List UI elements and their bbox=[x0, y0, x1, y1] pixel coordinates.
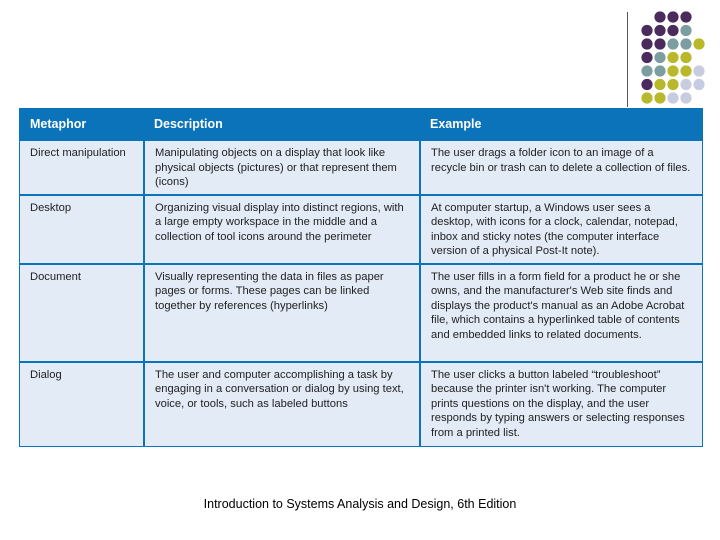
decorative-dot bbox=[667, 65, 678, 76]
decorative-dot bbox=[667, 11, 678, 22]
decorative-dot bbox=[680, 65, 691, 76]
metaphor-table-frame bbox=[19, 108, 703, 447]
decorative-dot bbox=[680, 92, 691, 103]
decorative-dot bbox=[680, 11, 691, 22]
table-row bbox=[20, 362, 702, 446]
header-example: Example bbox=[420, 109, 702, 140]
header-metaphor: Metaphor bbox=[20, 109, 144, 140]
decorative-dot bbox=[667, 79, 678, 90]
decorative-dot bbox=[693, 38, 704, 49]
description-cell: Manipulating objects on a display that look like physical objects (pictures) or that represent them (icons) bbox=[144, 140, 420, 195]
decorative-dot bbox=[680, 38, 691, 49]
decorative-dot bbox=[654, 65, 665, 76]
example-cell: The user drags a folder icon to an image of a recycle bin or trash can to delete a collection of files. bbox=[420, 140, 702, 195]
decorative-dot bbox=[693, 65, 704, 76]
example-cell: The user clicks a button labeled “troubleshoot” because the printer isn't working. The computer prints questions on the display, and the user responds by typing answers or selecting responses from a printed list. bbox=[420, 362, 702, 446]
metaphor-cell: Direct manipulation bbox=[20, 140, 144, 195]
metaphor-cell: Document bbox=[20, 264, 144, 362]
table-row bbox=[20, 140, 702, 195]
decorative-dot bbox=[667, 38, 678, 49]
decorative-dot bbox=[641, 79, 652, 90]
example-cell: At computer startup, a Windows user sees a desktop, with icons for a clock, calendar, notepad, inbox and sticky notes (the computer interface version of a physical Post-It note). bbox=[420, 195, 702, 264]
decorative-dot-grid bbox=[640, 10, 720, 110]
decorative-dot bbox=[654, 11, 665, 22]
header-description: Description bbox=[144, 109, 420, 140]
table-row bbox=[20, 264, 702, 362]
table-header-row bbox=[20, 109, 702, 140]
decorative-dot bbox=[654, 25, 665, 36]
decorative-dot bbox=[654, 38, 665, 49]
decorative-dot bbox=[654, 92, 665, 103]
decorative-dot bbox=[667, 25, 678, 36]
description-cell: The user and computer accomplishing a task by engaging in a conversation or dialog by using text, voice, or tools, such as labeled buttons bbox=[144, 362, 420, 446]
decorative-dot bbox=[654, 79, 665, 90]
description-cell: Organizing visual display into distinct regions, with a large empty workspace in the middle and a collection of tool icons around the perimeter bbox=[144, 195, 420, 264]
decorative-dot bbox=[641, 52, 652, 63]
decorative-dot bbox=[641, 92, 652, 103]
decorative-dot bbox=[693, 79, 704, 90]
decorative-divider-line bbox=[627, 12, 628, 107]
description-cell: Visually representing the data in files as paper pages or forms. These pages can be linked together by references (hyperlinks) bbox=[144, 264, 420, 362]
metaphor-cell: Dialog bbox=[20, 362, 144, 446]
decorative-dot bbox=[667, 92, 678, 103]
interface-metaphor-table bbox=[20, 109, 702, 446]
decorative-dot bbox=[654, 52, 665, 63]
decorative-dot bbox=[680, 79, 691, 90]
table-row bbox=[20, 195, 702, 264]
decorative-dot bbox=[641, 38, 652, 49]
metaphor-cell: Desktop bbox=[20, 195, 144, 264]
decorative-dot bbox=[641, 25, 652, 36]
decorative-dot bbox=[680, 25, 691, 36]
slide-footer: Introduction to Systems Analysis and Design, 6th Edition bbox=[203, 497, 517, 511]
decorative-dot bbox=[667, 52, 678, 63]
decorative-dot bbox=[641, 65, 652, 76]
decorative-dot bbox=[680, 52, 691, 63]
example-cell: The user fills in a form field for a product he or she owns, and the manufacturer's Web site finds and displays the product's manual as an Adobe Acrobat file, which contains a hyperlinked table of contents and embedded links to related documents. bbox=[420, 264, 702, 362]
